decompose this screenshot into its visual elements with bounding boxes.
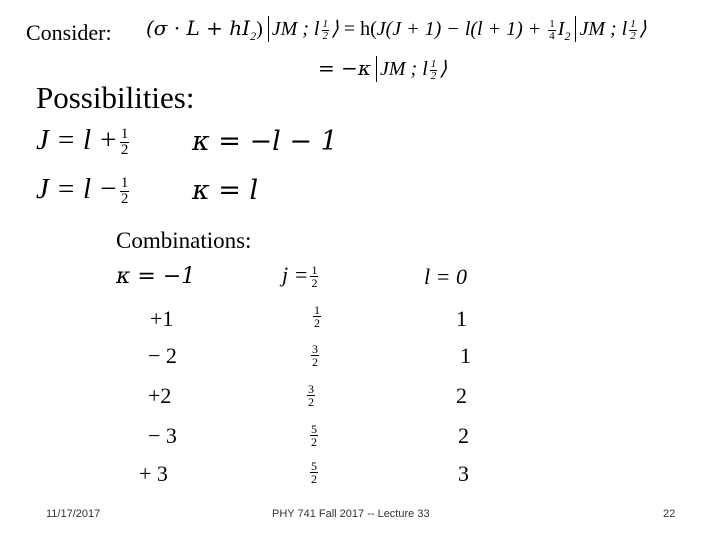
equation-line2-prefix: = −κ — [318, 56, 371, 80]
combination-j: $\frac{3}{2}$ — [308, 382, 314, 409]
equation-lhs: $(\sigma \cdot L + hI_2)$ — [146, 16, 263, 43]
equation-line2-ket: JM ; l $\frac{1}{2}$ ⟩ — [376, 56, 447, 82]
combination-l: 1 — [460, 343, 471, 368]
possibilities-heading: Possibilities: — [36, 80, 195, 115]
combination-j: $\frac{5}{2}$ — [311, 459, 317, 486]
combination-j: $\frac{5}{2}$ — [311, 422, 317, 449]
possibility-1-kappa: κ = −l − 1 — [192, 126, 338, 157]
possibility-2-kappa: κ = l — [192, 175, 259, 206]
combination-l: 2 — [458, 423, 469, 448]
combination-kappa: − 3 — [148, 423, 177, 448]
combination-l: 1 — [456, 306, 467, 331]
combination-j: $\frac{1}{2}$ — [314, 303, 320, 330]
combination-j: $\frac{3}{2}$ — [312, 342, 318, 369]
combination-j: j = $\frac{1}{2}$ — [282, 262, 318, 291]
combination-l: 3 — [458, 461, 469, 486]
consider-label: Consider: — [26, 20, 112, 45]
equation-line-1 — [146, 16, 647, 44]
equation-ket-left: JM ; l $\frac{1}{2}$ ⟩ — [268, 16, 339, 42]
combination-kappa: +2 — [148, 383, 172, 408]
footer-course: PHY 741 Fall 2017 -- Lecture 33 — [272, 508, 430, 520]
equation-rhs: = h(J(J + 1) − l(l + 1) + $\frac{1}{4}$ $I_2$ — [343, 17, 571, 43]
footer-page-number: 22 — [663, 508, 676, 520]
combination-kappa: +1 — [150, 306, 174, 331]
footer-date: 11/17/2017 — [46, 508, 101, 520]
combinations-heading: Combinations: — [116, 228, 252, 253]
combination-l: 2 — [456, 383, 467, 408]
possibility-2-j: J = l − $\frac{1}{2}$ — [36, 173, 129, 207]
combination-l: l = 0 — [424, 264, 467, 289]
combination-kappa: − 2 — [148, 343, 177, 368]
possibility-1-j: J = l + $\frac{1}{2}$ — [36, 124, 129, 158]
equation-ket-right: JM ; l $\frac{1}{2}$ ⟩ — [575, 16, 646, 42]
combination-kappa: κ = −1 — [116, 264, 196, 289]
combination-kappa: + 3 — [139, 461, 168, 486]
equation-line-2 — [318, 56, 447, 82]
